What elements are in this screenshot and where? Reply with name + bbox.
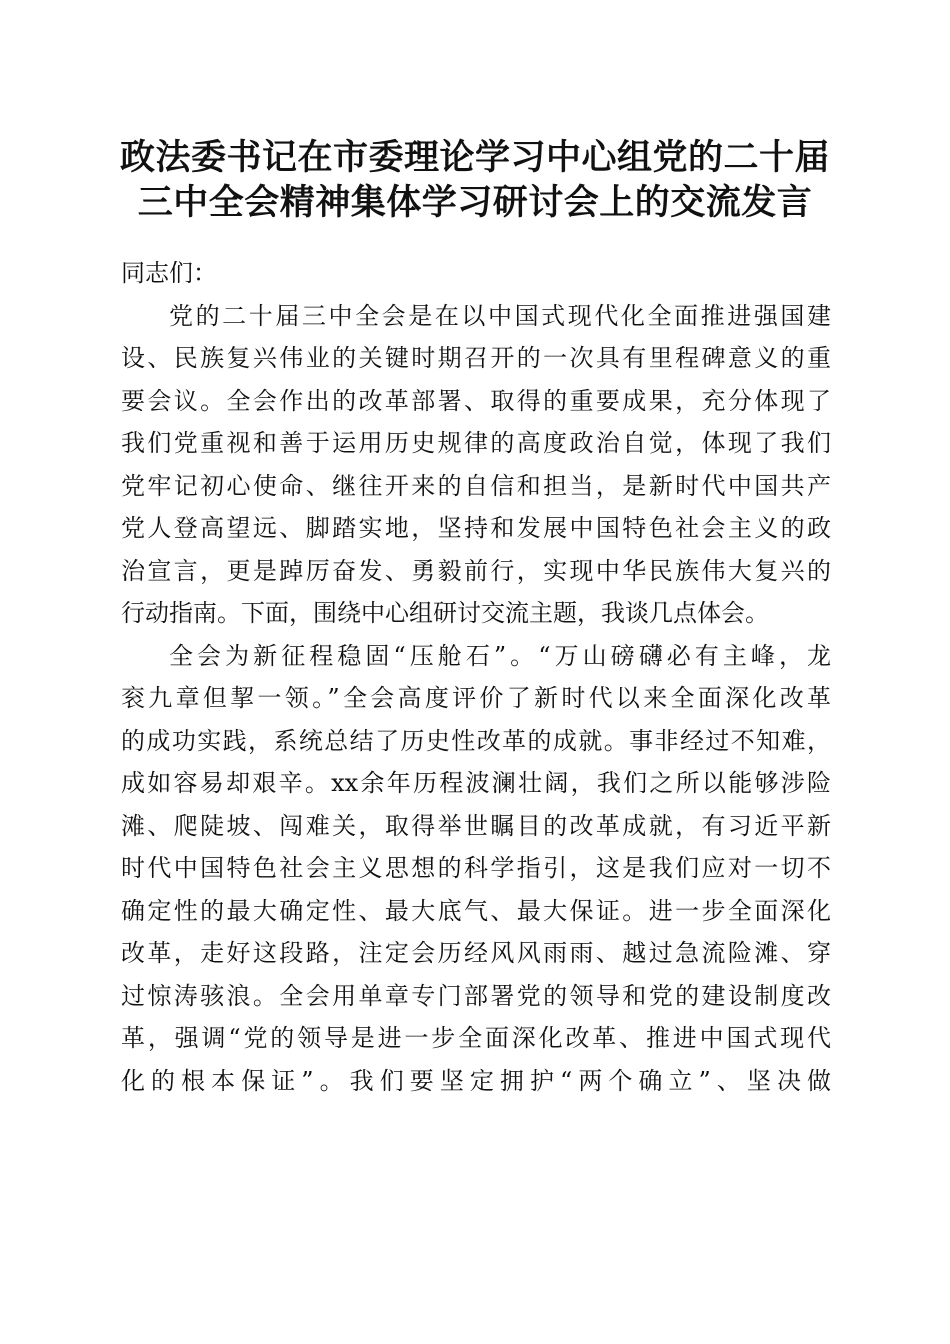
text-line: 确定性的最大确定性、最大底气、最大保证。进一步全面深化 (121, 896, 831, 925)
text-line: 滩、爬陡坡、闯难关，取得举世瞩目的改革成就，有习近平新 (121, 811, 831, 840)
text-line: 党牢记初心使命、继往开来的自信和担当，是新时代中国共产 (121, 471, 831, 500)
text-line: 革，强调“党的领导是进一步全面深化改革、推进中国式现代 (121, 1024, 831, 1052)
text-line: 治宣言，更是踔厉奋发、勇毅前行，实现中华民族伟大复兴的 (121, 556, 831, 585)
text-line: 时代中国特色社会主义思想的科学指引，这是我们应对一切不 (121, 854, 831, 882)
document-body (121, 252, 831, 1102)
paragraph-1 (121, 295, 831, 635)
text-line: 过惊涛骇浪。全会用单章专门部署党的领导和党的建设制度改 (121, 981, 831, 1010)
document-title (80, 136, 870, 226)
text-line: 全会为新征程稳固“压舱石”。“万山磅礴必有主峰，龙 (169, 641, 831, 670)
title-line: 三中全会精神集体学习研讨会上的交流发言 (137, 183, 813, 223)
text-line: 党的二十届三中全会是在以中国式现代化全面推进强国建 (169, 301, 831, 330)
text-line: 设、民族复兴伟业的关键时期召开的一次具有里程碑意义的重 (121, 344, 831, 372)
salutation: 同志们： (121, 259, 217, 287)
text-line: 要会议。全会作出的改革部署、取得的重要成果，充分体现了 (121, 386, 831, 415)
text-line: 行动指南。下面，围绕中心组研讨交流主题，我谈几点体会。 (121, 599, 769, 627)
text-line: 衮九章但挈一领。”全会高度评价了新时代以来全面深化改革 (121, 684, 831, 712)
text-line: 我们党重视和善于运用历史规律的高度政治自觉，体现了我们 (121, 429, 831, 457)
text-line: 化的根本保证”。我们要坚定拥护“两个确立”、坚决做 (121, 1066, 831, 1095)
text-line: 成如容易却艰辛。xx余年历程波澜壮阔，我们之所以能够涉险 (121, 769, 831, 797)
text-line: 的成功实践，系统总结了历史性改革的成就。事非经过不知难， (121, 726, 831, 755)
title-line: 政法委书记在市委理论学习中心组党的二十届 (119, 138, 830, 178)
paragraph-2 (121, 635, 831, 1103)
text-line: 党人登高望远、脚踏实地，坚持和发展中国特色社会主义的政 (121, 514, 831, 542)
text-line: 改革，走好这段路，注定会历经风风雨雨、越过急流险滩、穿 (121, 939, 831, 967)
